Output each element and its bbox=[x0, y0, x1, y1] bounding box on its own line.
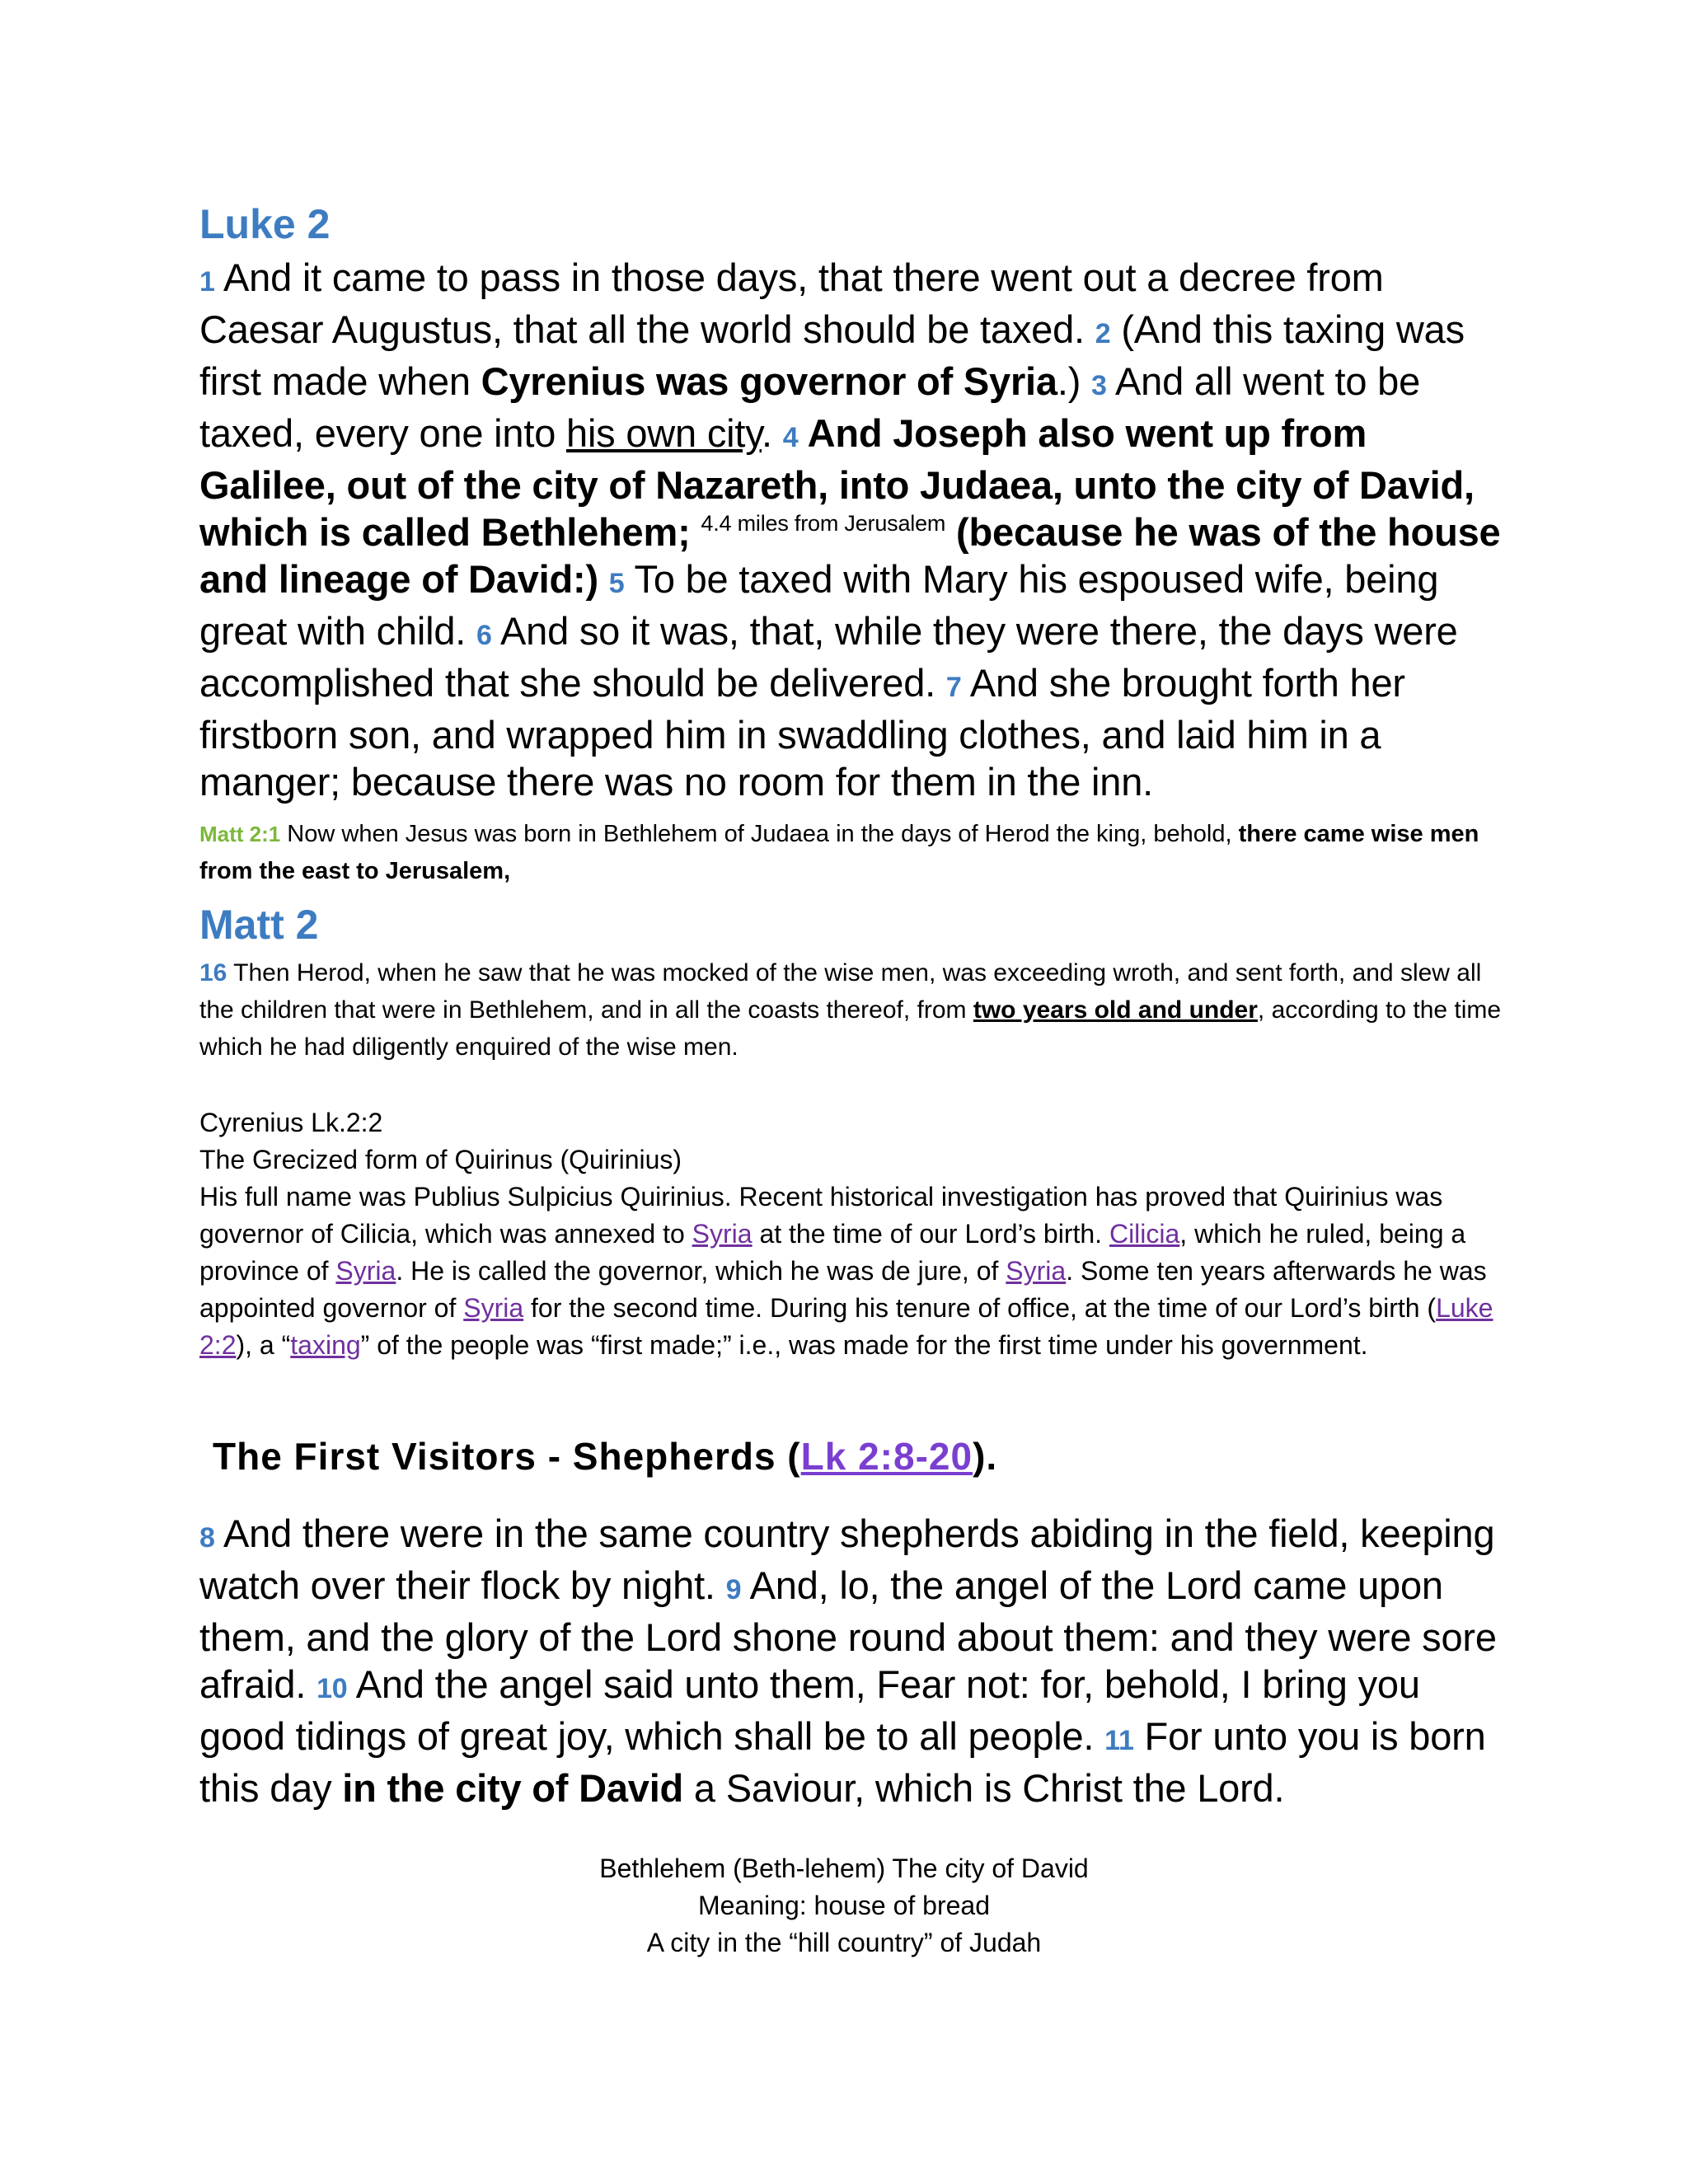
matt-2-heading: Matt 2 bbox=[199, 902, 319, 948]
verse-text: And all went to be taxed, every one into bbox=[199, 359, 1421, 455]
verse-number: 10 bbox=[316, 1673, 348, 1704]
matt-2-16-passage bbox=[199, 954, 1502, 1066]
verse-text: And she brought forth her firstborn son, and wrapped him in swaddling clothes, and laid him in a manger; because there was no room for them in the inn. bbox=[199, 661, 1405, 804]
verse-bold-text: in the city of David bbox=[342, 1766, 684, 1810]
verse-number: 3 bbox=[1091, 370, 1107, 401]
verse-number: 11 bbox=[1104, 1725, 1134, 1756]
verse-bold-text: And Joseph also went up from Galilee, out of the city of Nazareth, into Judaea, unto the city of David, which is called Bethlehem; bbox=[199, 411, 1475, 554]
verse-bold-text: Cyrenius was governor of Syria bbox=[481, 359, 1057, 403]
note-text: . Some ten years afterwards he was appointed governor of bbox=[199, 1256, 1487, 1323]
matt-2-section bbox=[199, 898, 1502, 1066]
note-text: , which he ruled, being a province of bbox=[199, 1219, 1466, 1286]
note-text: . He is called the governor, which he was de jure, of bbox=[396, 1256, 1006, 1286]
note-text: ” of the people was “first made;” i.e., was made for the first time under his government. bbox=[360, 1330, 1368, 1360]
cyrenius-note bbox=[199, 1104, 1502, 1364]
verse-text: (And this taxing was first made when bbox=[199, 307, 1465, 403]
shepherds-title bbox=[199, 1434, 1502, 1479]
luke-2-passage bbox=[199, 254, 1502, 805]
verse-text: To be taxed with Mary his espoused wife, being great with child. bbox=[199, 557, 1439, 653]
verse-number: 6 bbox=[476, 620, 492, 651]
verse-text: .) bbox=[1057, 359, 1092, 403]
verse-text: Then Herod, when he saw that he was mocked of the wise men, was exceeding wroth, and sent forth, and slew all the children that were in Bethlehem, and in all the coasts thereof, from bbox=[199, 959, 1482, 1024]
bethlehem-note bbox=[0, 1850, 1688, 1961]
lk-2-8-20-link[interactable]: Lk 2:8-20 bbox=[800, 1435, 973, 1478]
verse-number: 9 bbox=[725, 1574, 742, 1605]
bethlehem-line-3: A city in the “hill country” of Judah bbox=[646, 1928, 1042, 1957]
verse-text: . bbox=[762, 411, 783, 455]
syria-link[interactable]: Syria bbox=[335, 1256, 396, 1286]
cyrenius-body bbox=[199, 1179, 1502, 1364]
shepherds-passage bbox=[199, 1510, 1502, 1811]
verse-number: 5 bbox=[608, 568, 625, 599]
verse-number: 4 bbox=[782, 422, 799, 453]
verse-underlined-text: his own city bbox=[566, 411, 762, 455]
shepherds-section bbox=[199, 1434, 1502, 1811]
syria-link[interactable]: Syria bbox=[692, 1219, 753, 1249]
luke-2-section bbox=[199, 198, 1502, 805]
matt-2-1-passage bbox=[199, 816, 1502, 890]
verse-text: And, lo, the angel of the Lord came upon them, and the glory of the Lord shone round about them: and they were sore afraid. bbox=[199, 1563, 1497, 1706]
matt-2-1-section bbox=[199, 816, 1502, 890]
verse-text: And there were in the same country shepherds abiding in the field, keeping watch over their flock by night. bbox=[199, 1511, 1495, 1607]
verse-text: Now when Jesus was born in Bethlehem of Judaea in the days of Herod the king, behold, bbox=[280, 821, 1239, 847]
note-text: ), a “ bbox=[236, 1330, 291, 1360]
verse-bold-text: there came wise men from the east to Jerusalem, bbox=[199, 821, 1479, 884]
verse-text: And it came to pass in those days, that there went out a decree from Caesar Augustus, that all the world should be taxed. bbox=[199, 255, 1384, 351]
luke-2-2-link[interactable]: Luke 2:2 bbox=[199, 1293, 1493, 1360]
luke-2-heading: Luke 2 bbox=[199, 201, 331, 247]
verse-text: , according to the time which he had diligently enquired of the wise men. bbox=[199, 996, 1502, 1061]
verse-reference: Matt 2:1 bbox=[199, 822, 281, 846]
verse-bold-underlined-text: two years old and under bbox=[973, 996, 1258, 1024]
title-text: ). bbox=[973, 1435, 998, 1478]
bethlehem-line-2: Meaning: house of bread bbox=[697, 1891, 991, 1920]
verse-bold-text: (because he was of the house and lineage of David:) bbox=[199, 510, 1501, 601]
note-text: for the second time. During his tenure of office, at the time of our Lord’s birth ( bbox=[523, 1293, 1437, 1323]
verse-text: And so it was, that, while they were there, the days were accomplished that she should be delivered. bbox=[199, 609, 1458, 705]
cyrenius-subtitle: The Grecized form of Quirinus (Quirinius) bbox=[199, 1145, 682, 1174]
syria-link[interactable]: Syria bbox=[1006, 1256, 1067, 1286]
verse-text: a Saviour, which is Christ the Lord. bbox=[683, 1766, 1285, 1810]
cilicia-link[interactable]: Cilicia bbox=[1109, 1219, 1180, 1249]
superscript-note: 4.4 miles from Jerusalem bbox=[701, 511, 946, 536]
note-text: His full name was Publius Sulpicius Quirinius. Recent historical investigation has proved that Quirinius was governor of Cilicia, which was annexed to bbox=[199, 1182, 1443, 1249]
verse-number: 16 bbox=[199, 959, 227, 987]
verse-number: 8 bbox=[199, 1522, 215, 1554]
verse-number: 7 bbox=[945, 672, 962, 703]
verse-text: And the angel said unto them, Fear not: for, behold, I bring you good tidings of great joy, which shall be to all people. bbox=[199, 1662, 1420, 1758]
syria-link[interactable]: Syria bbox=[463, 1293, 524, 1323]
cyrenius-title: Cyrenius Lk.2:2 bbox=[199, 1108, 383, 1137]
taxing-link[interactable]: taxing bbox=[290, 1330, 361, 1360]
title-text: The First Visitors - Shepherds ( bbox=[213, 1435, 801, 1478]
verse-number: 2 bbox=[1095, 318, 1111, 349]
note-text: at the time of our Lord’s birth. bbox=[752, 1219, 1109, 1249]
verse-text: For unto you is born this day bbox=[199, 1714, 1486, 1810]
bethlehem-line-1: Bethlehem (Beth-lehem) The city of David bbox=[599, 1854, 1089, 1883]
verse-number: 1 bbox=[199, 266, 215, 298]
